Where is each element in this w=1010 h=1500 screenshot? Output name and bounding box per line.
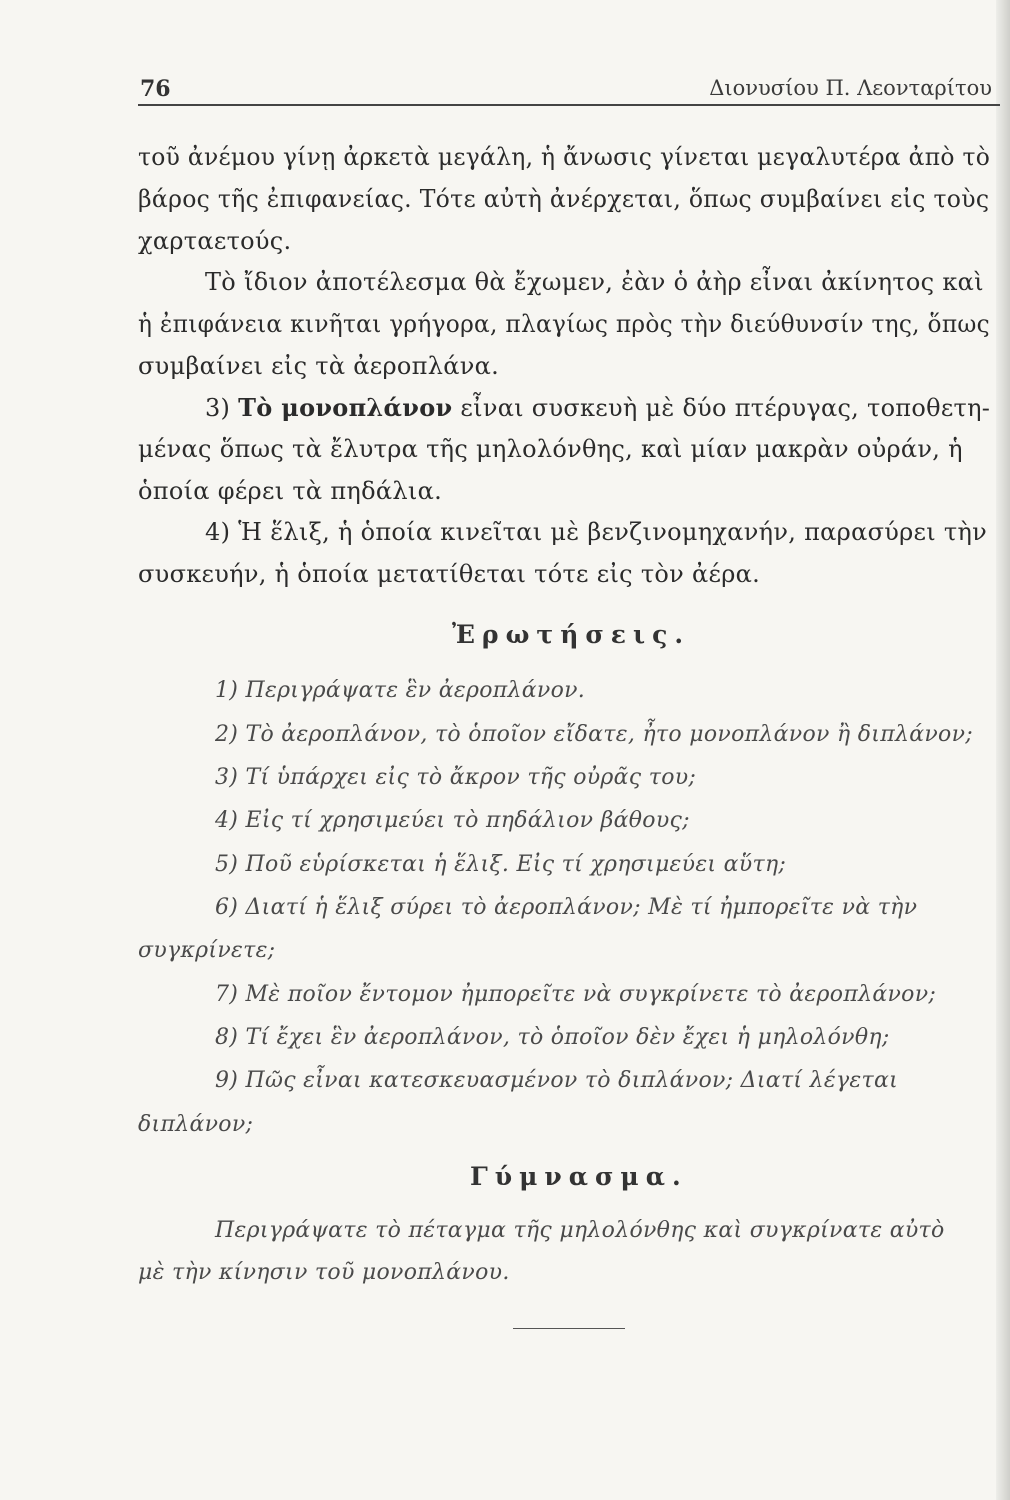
body-line: συσκευήν, ἡ ὁποία μετατίθεται τότε εἰς τὸν ἀέρα. — [138, 560, 761, 588]
question-item: 2) Τὸ ἀεροπλάνον, τὸ ὁποῖον εἴδατε, ἦτο μονοπλάνον ἢ διπλάνον; — [215, 722, 973, 747]
exercise-line: Περιγράψατε τὸ πέταγμα τῆς μηλολόνθης καὶ συγκρίνατε αὐτὸ — [215, 1218, 945, 1243]
questions-heading: Ἐρωτήσεις. — [452, 620, 691, 649]
question-item: 3) Τί ὑπάρχει εἰς τὸ ἄκρον τῆς οὐρᾶς του; — [215, 765, 697, 790]
body-line: βάρος τῆς ἐπιφανείας. Τότε αὐτὴ ἀνέρχεται, ὅπως συμβαίνει εἰς τοὺς — [138, 185, 990, 213]
closing-rule — [513, 1328, 625, 1329]
body-line: 4) Ἡ ἕλιξ, ἡ ὁποία κινεῖται μὲ βενζινομηχανήν, παρασύρει τὴν — [205, 518, 988, 546]
term-monoplane: Τὸ μονοπλάνον — [238, 393, 453, 422]
item-number: 3) — [205, 394, 239, 422]
page-spine-shadow — [996, 0, 1010, 1500]
question-item: 1) Περιγράψατε ἓν ἀεροπλάνον. — [215, 678, 586, 703]
body-line-definition — [205, 393, 990, 422]
running-head: Διονυσίου Π. Λεονταρίτου — [709, 76, 992, 100]
definition-text: εἶναι συσκευὴ μὲ δύο πτέρυγας, τοποθετη- — [452, 394, 991, 422]
exercise-heading: Γύμνασμα. — [470, 1162, 688, 1191]
body-line: ἡ ἐπιφάνεια κινῆται γρήγορα, πλαγίως πρὸς τὴν διεύθυνσίν της, ὅπως — [138, 310, 990, 338]
question-item: 8) Τί ἔχει ἓν ἀεροπλάνον, τὸ ὁποῖον δὲν ἔχει ἡ μηλολόνθη; — [215, 1025, 890, 1050]
exercise-line: μὲ τὴν κίνησιν τοῦ μονοπλάνου. — [138, 1260, 510, 1285]
body-line: συμβαίνει εἰς τὰ ἀεροπλάνα. — [138, 352, 500, 380]
question-item: 6) Διατί ἡ ἕλιξ σύρει τὸ ἀεροπλάνον; Μὲ τί ἠμπορεῖτε νὰ τὴν — [215, 895, 918, 920]
question-item: 7) Μὲ ποῖον ἔντομον ἠμπορεῖτε νὰ συγκρίνετε τὸ ἀεροπλάνον; — [215, 982, 937, 1007]
body-line: Τὸ ἴδιον ἀποτέλεσμα θὰ ἔχωμεν, ἐὰν ὁ ἀὴρ εἶναι ἀκίνητος καὶ — [205, 268, 984, 296]
header-rule — [138, 104, 1000, 106]
question-item: 4) Εἰς τί χρησιμεύει τὸ πηδάλιον βάθους; — [215, 808, 690, 833]
body-line: χαρταετούς. — [138, 227, 292, 255]
question-item-continued: διπλάνον; — [138, 1112, 254, 1137]
question-item-continued: συγκρίνετε; — [138, 938, 276, 963]
question-item: 9) Πῶς εἶναι κατεσκευασμένον τὸ διπλάνον; Διατί λέγεται — [215, 1068, 899, 1093]
question-item: 5) Ποῦ εὑρίσκεται ἡ ἕλιξ. Εἰς τί χρησιμεύει αὕτη; — [215, 852, 787, 877]
body-line: τοῦ ἀνέμου γίνῃ ἀρκετὰ μεγάλη, ἡ ἄνωσις γίνεται μεγαλυτέρα ἀπὸ τὸ — [138, 143, 991, 171]
body-line: μένας ὅπως τὰ ἔλυτρα τῆς μηλολόνθης, καὶ μίαν μακρὰν οὐράν, ἡ — [138, 435, 963, 463]
page-number: 76 — [140, 76, 171, 102]
body-line: ὁποία φέρει τὰ πηδάλια. — [138, 477, 443, 505]
page-header — [140, 72, 1000, 108]
